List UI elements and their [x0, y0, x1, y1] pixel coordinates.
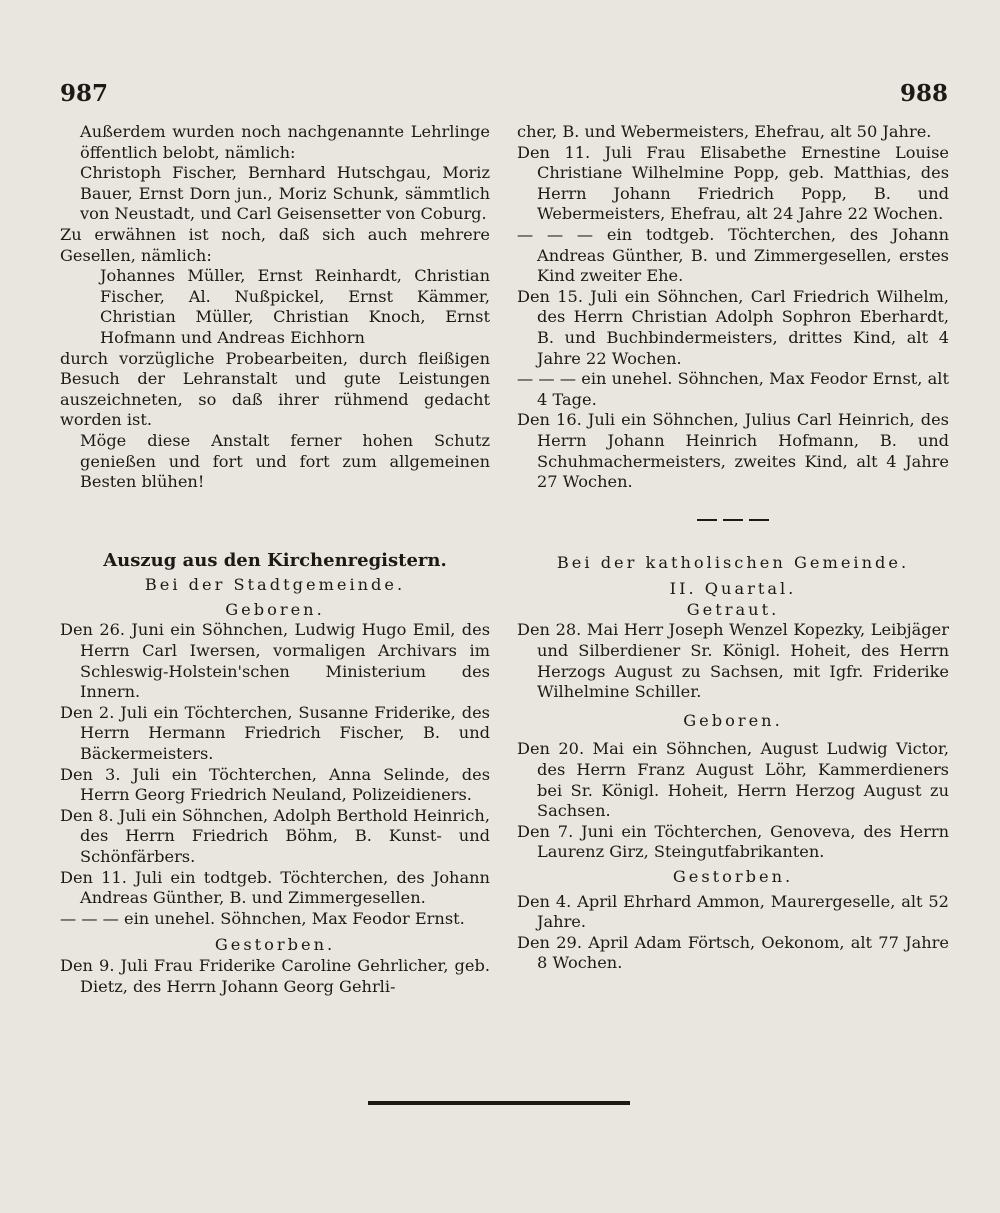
register-entry: Den 4. April Ehrhard Ammon, Maurergeselle, alt 52 Jahre.	[517, 891, 949, 932]
journeymen-intro: Zu erwähnen ist noch, daß sich auch mehrere Gesellen, nämlich:	[60, 224, 490, 265]
page-number-right: 988	[899, 80, 948, 107]
register-entry: Den 28. Mai Herr Joseph Wenzel Kopezky, Leibjäger und Silberdiener Sr. Königl. Hoheit, des Herrn Herzogs August zu Sachsen, mit Igfr. Friderike Wilhelmine Schiller.	[517, 620, 949, 702]
journeymen-list: Johannes Müller, Ernst Reinhardt, Christian Fischer, Al. Nußpickel, Ernst Kämmer, Christian Müller, Christian Knoch, Ernst Hofmann und Andreas Eichhorn	[100, 266, 490, 347]
parish-heading-catholic: Bei der katholischen Gemeinde.	[556, 552, 910, 572]
parish-heading-city: Bei der Stadtgemeinde.	[144, 575, 406, 595]
apprentices-intro: Außerdem wurden noch nachgenannte Lehrlinge öffentlich belobt, nämlich:	[80, 122, 490, 162]
born-heading: Geboren.	[225, 599, 325, 619]
left-column	[60, 122, 490, 997]
right-column	[517, 122, 949, 974]
register-entry: Den 20. Mai ein Söhnchen, August Ludwig Victor, des Herrn Franz August Löhr, Kammerdieners bei Sr. Königl. Hoheit, Herrn Herzog August zu Sachsen.	[517, 739, 949, 821]
register-entry: Den 3. Juli ein Töchterchen, Anna Selinde, des Herrn Georg Friedrich Neuland, Polizeidieners.	[60, 764, 490, 805]
register-entry: Den 16. Juli ein Söhnchen, Julius Carl Heinrich, des Herrn Johann Heinrich Hofmann, B. und Schuhmachermeisters, zweites Kind, alt 4 Jahre 27 Wochen.	[517, 410, 949, 492]
register-entry: Den 9. Juli Frau Friderike Caroline Gehrlicher, geb. Dietz, des Herrn Johann Georg Gehrli-	[60, 955, 490, 996]
register-entry: Den 11. Juli ein todtgeb. Töchterchen, des Johann Andreas Günther, B. und Zimmergesellen.	[60, 867, 490, 908]
register-entry: — — — ein unehel. Söhnchen, Max Feodor Ernst.	[60, 908, 465, 928]
register-entry: Den 2. Juli ein Töchterchen, Susanne Friderike, des Herrn Hermann Friedrich Fischer, B. und Bäckermeisters.	[60, 702, 490, 764]
closing-wish: Möge diese Anstalt ferner hohen Schutz genießen und fort und fort zum allgemeinen Besten blühen!	[80, 430, 490, 492]
married-heading: Getraut.	[686, 599, 780, 619]
quarter-heading: II. Quartal.	[669, 579, 797, 599]
died-heading: Gestorben.	[214, 935, 336, 955]
born-heading-catholic: Geboren.	[683, 710, 783, 730]
register-entry: Den 29. April Adam Förtsch, Oekonom, alt 77 Jahre 8 Wochen.	[517, 932, 949, 973]
section-title: Auszug aus den Kirchenregistern.	[103, 549, 447, 571]
register-entry: — — — ein unehel. Söhnchen, Max Feodor Ernst, alt 4 Tage.	[517, 369, 949, 409]
register-entry: — — — ein todtgeb. Töchterchen, des Johann Andreas Günther, B. und Zimmergesellen, erstes Kind zweiter Ehe.	[517, 224, 949, 286]
closing-rule	[368, 1101, 630, 1105]
separator-dashes	[517, 507, 949, 533]
register-entry-continued: cher, B. und Webermeisters, Ehefrau, alt 50 Jahre.	[517, 122, 932, 141]
register-entry: Den 15. Juli ein Söhnchen, Carl Friedrich Wilhelm, des Herrn Christian Adolph Sophron Eberhardt, B. und Buchbindermeisters, drittes Kind, alt 4 Jahre 22 Wochen.	[517, 286, 949, 368]
register-entry: Den 11. Juli Frau Elisabethe Ernestine Louise Christiane Wilhelmine Popp, geb. Matthias, des Herrn Johann Friedrich Popp, B. und Webermeisters, Ehefrau, alt 24 Jahre 22 Wochen.	[517, 142, 949, 224]
register-entry: Den 26. Juni ein Söhnchen, Ludwig Hugo Emil, des Herrn Carl Iwersen, vormaligen Archivars im Schleswig-Holstein'schen Ministerium des Innern.	[60, 620, 490, 702]
page-number-left: 987	[60, 80, 109, 107]
died-heading-catholic: Gestorben.	[672, 867, 794, 886]
journeymen-outro: durch vorzügliche Probearbeiten, durch fleißigen Besuch der Lehranstalt und gute Leistungen auszeichneten, so daß ihrer rühmend gedacht worden ist.	[60, 348, 490, 430]
apprentices-list: Christoph Fischer, Bernhard Hutschgau, Moriz Bauer, Ernst Dorn jun., Moriz Schunk, sämmtlich von Neustadt, und Carl Geisensetter von Coburg.	[80, 163, 490, 224]
register-entry: Den 7. Juni ein Töchterchen, Genoveva, des Herrn Laurenz Girz, Steingutfabrikanten.	[517, 821, 949, 862]
register-entry: Den 8. Juli ein Söhnchen, Adolph Berthold Heinrich, des Herrn Friedrich Böhm, B. Kunst- und Schönfärbers.	[60, 805, 490, 866]
